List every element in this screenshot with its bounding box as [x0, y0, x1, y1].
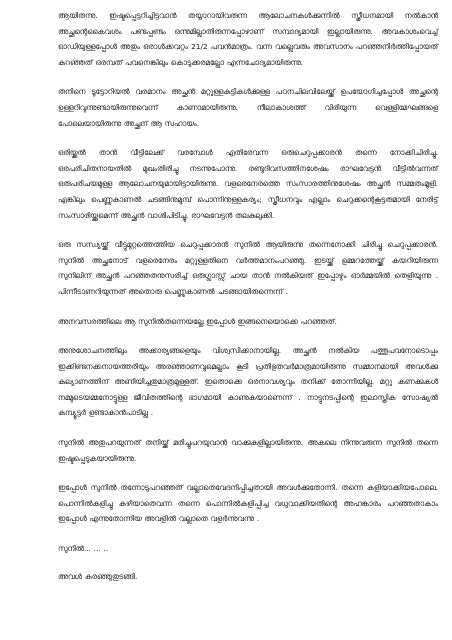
paragraph-tutorial-income: തനിനെ ടൂട്ടോറിയൽ വരമാനം അച്ഛൻ മറ്റുള്ളകുട്ടികൾക്കുള്ള പഠനചിലവിലേയ്ക്ക് ഉപയോഗിച്ചപ്പോൾ അച്ഛന്റെ ഉള്ളറിവുന്നുണ്ടായിരുന്നുവെന്ന് കാണാമായിരുന്നു. നീലാകാശത്ത് വിരിയുന്ന വെള്ളിമേഘങ്ങളെ പോലെയായിരുന്നു അച്ഛന് ആ സഹായം. [58, 87, 438, 128]
paragraph-same-sunil: അനവസരത്തിലെ ആ സുനിൽതന്നെയല്ലേ ഇപ്പോൾ ഇങ്ങനെയൊക്കെ പറഞ്ഞത്. [58, 316, 337, 326]
paragraph-no-words: സുനിൽ അതുപറയുന്നത് തനിയ്ക്ക് മരിച്ചുപറയുവാൻ വാക്കുകളില്ലായിരുന്നു. അകലെ നിന്നുവരുന്ന സുനിൽ തന്നെ ഇഷ്ടപ്പെടുകയായിരുന്നു. [58, 438, 438, 463]
paragraph-she-cried: അവൾ കരഞ്ഞുതുടങ്ങി. [58, 571, 138, 581]
paragraph-evening-visit: ഒരു സന്ധ്യയ്ക്ക് വീട്ടുമുറ്റത്തെത്തിയ ചെറുപ്പക്കാരൻ സുനിൽ ആയിരുന്നു തന്നെനോക്കി ചിരിച്ചു ചെറുപ്പക്കാരൻ. സുനിൽ അച്ഛനോട് വളരെനേരം മറ്റുള്ളതിനെ വർത്തമാനംപറഞ്ഞു. ഇടയ്ക്ക് ഉമ്മറത്തേയ്ക്ക് കയറിയിരുന്ന സുനിലിന് അച്ഛൻ പറഞ്ഞതനുസരിച്ച് ഒരുഗ്ലാസ്സ് ചായ താൻ നൽകിയത് ഇപ്പോഴും ഓർമ്മയിൽ തെളിയുന്നു . പിന്നീടാണറിയുന്നത് അതൊരു പെണ്ണുകാണൽ ചടങ്ങായിരുന്നെന്ന് . [58, 240, 438, 296]
paragraph-felt-hurt: ഇപ്പോൾ സുനിൽ തന്നോടുപറഞ്ഞത് വല്ലാതെവേദനിപ്പിച്ചതായി അവൾക്കുതോന്നി. തന്നെ കളിയാക്കിയപോലെ. പൊന്നിൽകളിച്ചു കഴിയാതെവന്ന തന്നെ പൊന്നിൽകളിപ്പിച്ച വധുവാക്കിയതിന്റെ അഹങ്കാരം പറഞ്ഞതാകാം ഇപ്പോൾ എന്നുതോന്നിയ അവളിൽ വല്ലാതെ വളർന്നുവന്നു . [58, 483, 438, 524]
paragraph-dowry-proposals: ആയിതന്നു. ഇഷ്ടപ്പെട്ടറിച്ചിട്ടവാൻ തയ്യാറായിവരുന്ന ആലോചനകൾക്കുന്നിൽ സ്ത്രീധനമായി നൽകാൻ അച്ഛന്റെകൈവശം പണ്ടപ്പണ്ടം ഒന്നുമില്ലാതിരുന്നപ്പോഴാണ് സമ്പാദ്യമായി ഇല്ലായിരുന്നു. അവകാശംവെച്ച് ഓഡിയുള്ളപ്പോൾ അതും ഒരാൾക്കവറ്റം 21/2 പവൻമാത്രം. വന്ന വല്ലെവരും അവസാനം പറഞ്ഞനിർത്തിപ്പോയത് കറഞ്ഞത് ഒരമ്പത് പവനെങ്കിലും കൊടുക്കരമല്ലോ എന്നചോദ്യമായിരുന്നു. [58, 11, 438, 67]
paragraph-sunil-ellipsis: സുനിൽ... ... .. [58, 544, 109, 554]
paragraph-first-meeting: ഒരിയ്ക്കൽ താൻ വീട്ടിലേക്ക് വരമ്പോൾ എതിരേവന്ന ഒരുചെറുപ്പക്കാരൻ തന്നെ നോക്കിചിരിച്ചു. ഒരപരിചിതനായതിൽ മുഖംതിരിച്ചു നടന്നുപോന്നു. രണ്ടുദിവസത്തിനശേഷം രാഘവേട്ടൻ വീട്ടിൽവന്നത് ഒരുപരിചയമുള്ള ആലോചനയുമായിട്ടായിരുന്നു. വളരെനേരത്തെ സംസാരത്തിനുശേഷം അച്ഛൻ സമ്മതംമൂളി. എങ്കിലും പെണ്ണുകാണൽ ചടങ്ങിനുമുമ്പ് പൊന്നിനുള്ളകര്യം; സ്ത്രീധനവും എല്ലാം ചെറുക്കന്റെകൂട്ടരുമായി നേരിട്ട് സംസാരിയ്ക്കുമെന്ന് അച്ഛൻ വാശിപിടിച്ചു. രാഘവേട്ടൻ തലകുലുക്കി. [58, 148, 438, 220]
paragraph-wedding-gifts: അനുശോചനത്തിലും അക്കാര്യങ്ങളെയും വിശ്വസിക്കാനായില്ല. അച്ഛൻ നൽകിയ പത്തുപവനോടൊപ്പം ഇക്കിണ്ടനക്കനായത്തരിയും അരഞ്ഞാണവുമെല്ലാം കൂടി പ്രതിഭുതവർമാത്രമായിരുന്നു സമ്മാനമായി അവൾക്കു കല്യാണത്തിന് അണിയിച്ചതുമാത്രമുള്ളത്. ഇതൊക്കെ ഒരനാവശ്യവും തനിക്ക് തോന്നിയില്ല. മറ്റു കണക്കുകൾ നമ്മുടെയമ്മനോട്ടുള്ള ജീവിതത്തിന്റെ ഭാഗമായി കാണുകയാണെന്ന് . നാട്ടുനടപ്പിന്റെ ഇലാസ്തിക സോഷ്യൽ കമ്പ്യൂട്ടർ ഉണ്ടാകാൻപാടില്ല . [58, 346, 438, 418]
